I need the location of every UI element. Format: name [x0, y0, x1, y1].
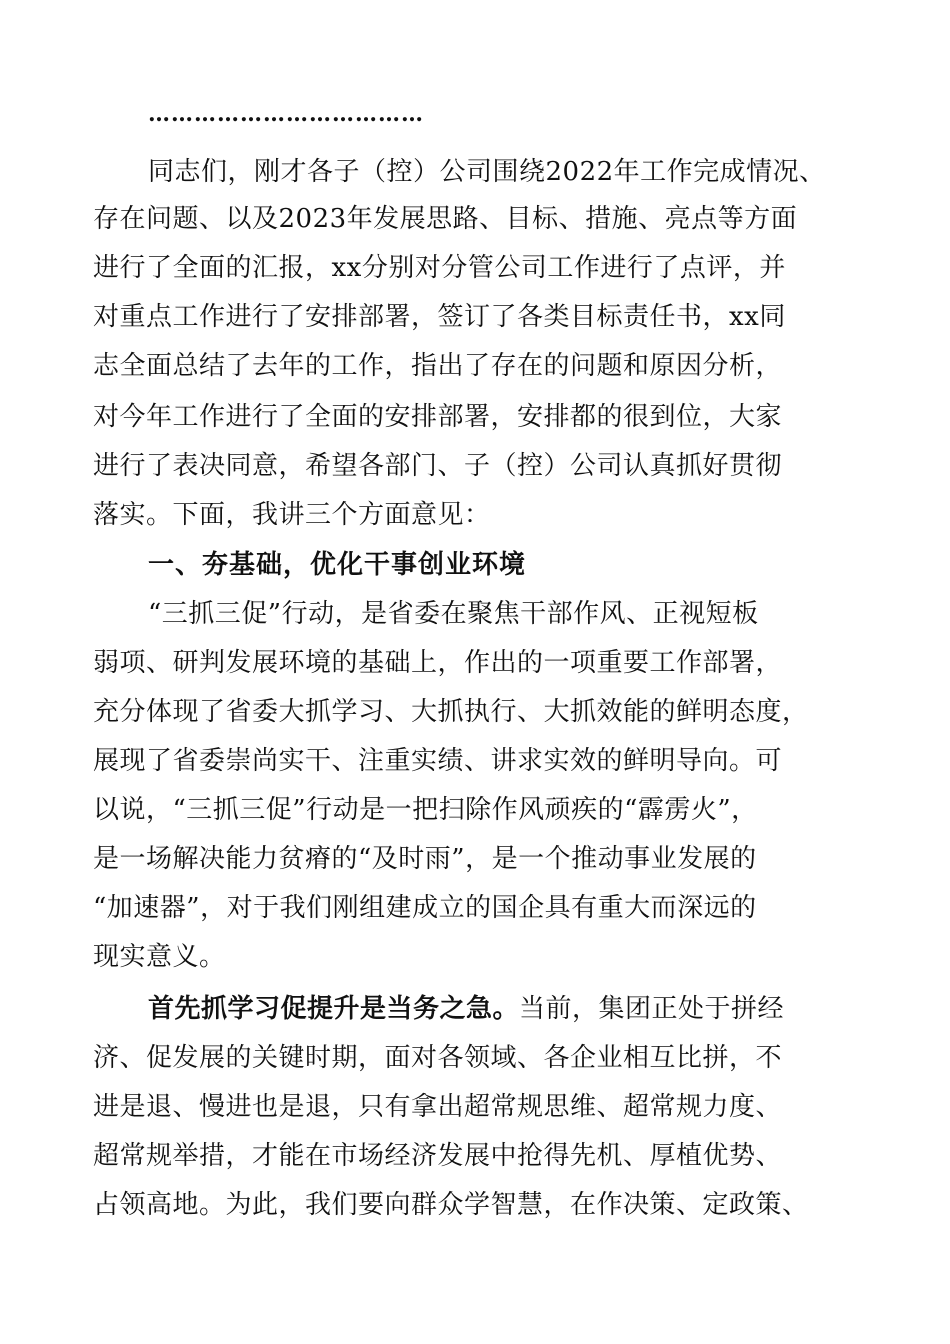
- ellipsis-line: ………………………………: [148, 101, 424, 127]
- paragraph-3-lead: 首先抓学习促提升是当务之急。: [148, 994, 520, 1024]
- paragraph-1-line: 进行了全面的汇报，xx分别对分管公司工作进行了点评，并: [93, 253, 786, 283]
- paragraph-3-line: 进是退、慢进也是退，只有拿出超常规思维、超常规力度、: [93, 1092, 783, 1122]
- paragraph-1-line: 对今年工作进行了全面的安排部署，安排都的很到位，大家: [93, 402, 783, 432]
- paragraph-3-first-line: [148, 991, 784, 1027]
- paragraph-2-line: 展现了省委崇尚实干、注重实绩、讲求实效的鲜明导向。可: [93, 746, 783, 776]
- paragraph-2-line: 是一场解决能力贫瘠的“及时雨”，是一个推动事业发展的: [93, 844, 757, 874]
- paragraph-3-line: 占领高地。为此，我们要向群众学智慧，在作决策、定政策、: [93, 1190, 809, 1220]
- paragraph-1-line: 进行了表决同意，希望各部门、子（控）公司认真抓好贯彻: [93, 451, 783, 481]
- paragraph-2-line: 现实意义。: [93, 942, 226, 972]
- section-heading: 一、夯基础，优化干事创业环境: [148, 550, 527, 580]
- paragraph-2-line: 弱项、研判发展环境的基础上，作出的一项重要工作部署，: [93, 648, 783, 678]
- paragraph-1-line: 对重点工作进行了安排部署，签订了各类目标责任书，xx同: [93, 302, 786, 332]
- paragraph-2-line: 以说，“三抓三促”行动是一把扫除作风顽疾的“霹雳火”，: [93, 795, 758, 825]
- paragraph-2-line: 充分体现了省委大抓学习、大抓执行、大抓效能的鲜明态度，: [93, 697, 809, 727]
- paragraph-1-line: 存在问题、以及2023年发展思路、目标、措施、亮点等方面: [93, 204, 798, 234]
- paragraph-3-line: 超常规举措，才能在市场经济发展中抢得先机、厚植优势、: [93, 1141, 783, 1171]
- paragraph-1-line: 同志们，刚才各子（控）公司围绕2022年工作完成情况、: [148, 157, 826, 187]
- paragraph-3-line: 济、促发展的关键时期，面对各领域、各企业相互比拼，不: [93, 1043, 783, 1073]
- paragraph-3-first-rest: 当前，集团正处于拼经: [519, 994, 785, 1024]
- paragraph-1-line: 落实。下面，我讲三个方面意见：: [93, 500, 491, 530]
- paragraph-2-line: “加速器”，对于我们刚组建成立的国企具有重大而深远的: [93, 893, 757, 923]
- paragraph-2-line: “三抓三促”行动，是省委在聚焦干部作风、正视短板: [148, 599, 759, 629]
- paragraph-1-line: 志全面总结了去年的工作，指出了存在的问题和原因分析，: [93, 351, 783, 381]
